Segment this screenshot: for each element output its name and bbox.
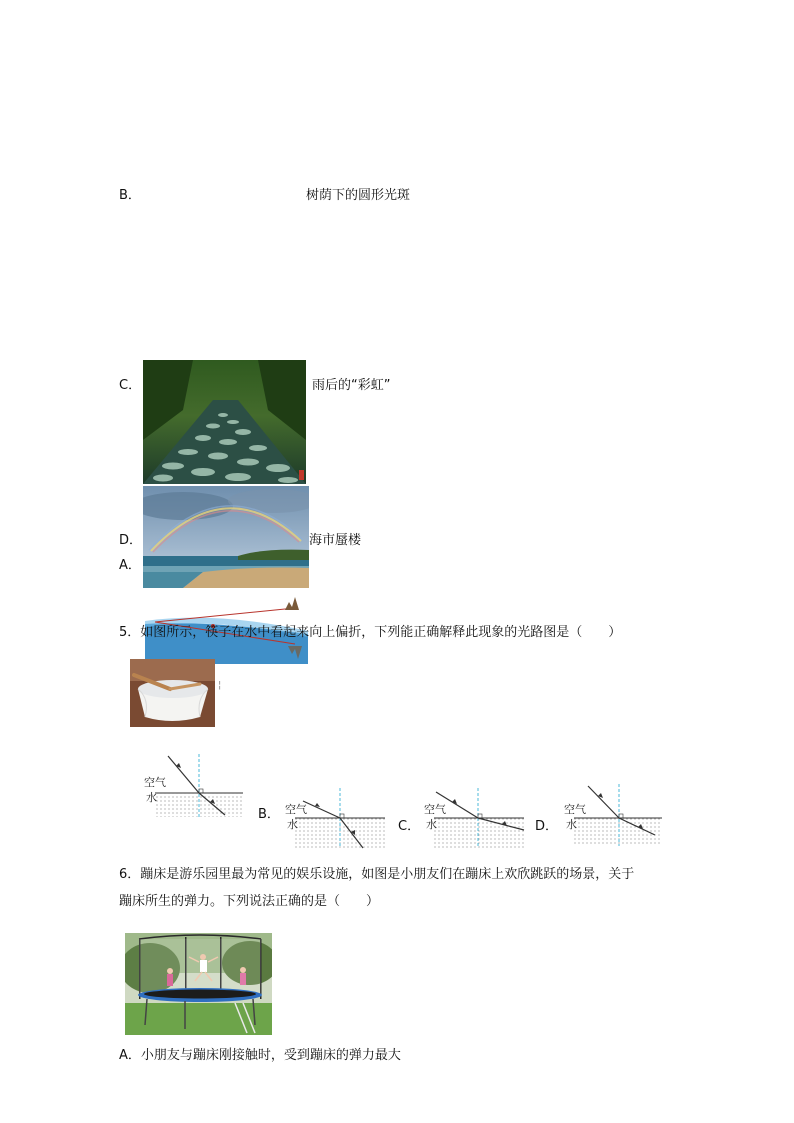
image-edge-mark: ¦ [218,680,222,691]
light-path-diagram-c [422,786,532,852]
air-label: 空气 [144,776,166,789]
chopsticks-bowl-image [130,659,215,727]
light-path-diagram-a [140,752,250,822]
option-a-letter: A． [119,558,141,573]
air-label: 空气 [424,803,446,816]
air-label: 空气 [564,803,586,816]
water-label: 水 [426,818,437,831]
option-c-letter-q5: C． [398,819,421,834]
light-path-diagram-d [562,782,666,850]
water-label: 水 [146,791,157,804]
option-d-letter: D． [119,533,143,548]
option-c-text: 雨后的“彩虹” [312,378,391,393]
q6-stem-line1: 6．蹦床是游乐园里最为常见的娱乐设施，如图是小朋友们在蹦床上欢欣跳跃的场景，关于 [119,867,635,882]
water-label: 水 [566,818,577,831]
rainbow-beach-image [143,486,309,588]
q6-stem-line2: 蹦床所生的弹力。下列说法正确的是（ ） [119,894,380,909]
forest-light-spots-image [143,360,306,484]
option-c-letter: C． [119,378,142,393]
trampoline-kids-image [125,933,272,1035]
option-b-letter-q5: B． [258,807,280,822]
option-b-text: 树荫下的圆形光斑 [306,188,411,203]
q6-option-a: A．小朋友与蹦床刚接触时，受到蹦床的弹力最大 [119,1048,401,1063]
option-d-letter-q5: D． [535,819,559,834]
option-d-text: 海市蜃楼 [309,533,362,548]
option-b-letter: B． [119,188,141,203]
air-label: 空气 [285,803,307,816]
water-label: 水 [287,818,298,831]
light-path-diagram-b [283,786,393,852]
q5-stem: 5．如图所示，筷子在水中看起来向上偏折，下列能正确解释此现象的光路图是（ ） [119,625,622,640]
